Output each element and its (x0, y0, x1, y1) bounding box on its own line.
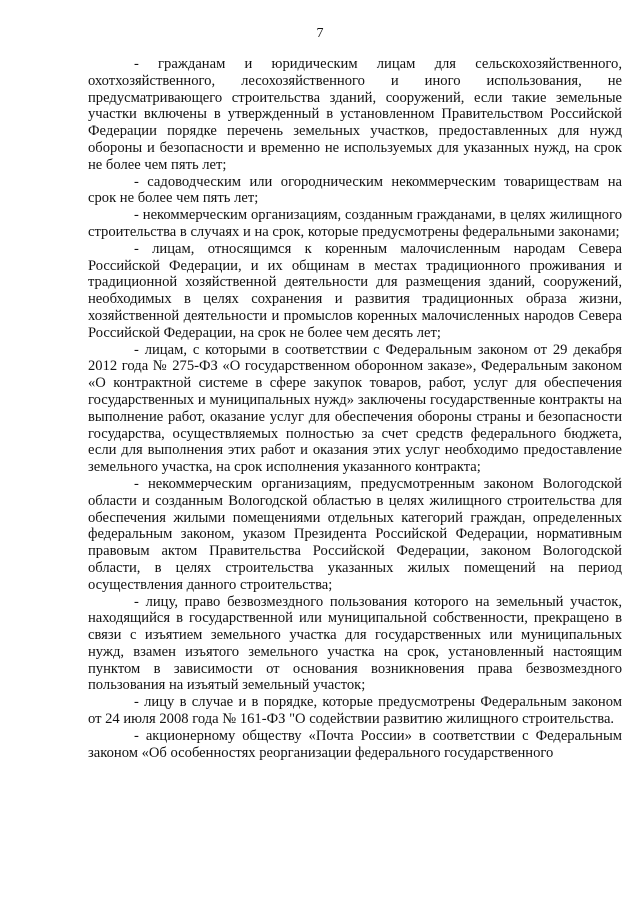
paragraph-housing-development-law: - лицу в случае и в порядке, которые предусмотрены Федеральным законом от 24 июля 2008 года № 161-ФЗ "О содействии развитию жилищного строительства. (88, 694, 622, 728)
paragraph-indigenous-peoples: - лицам, относящимся к коренным малочисленным народам Севера Российской Федерации, и их общинам в местах традиционного проживания и традиционной хозяйственной деятельности для размещения зданий, сооружений, необходимых в целях сохранения и развития традиционных образа жизни, хозяйственной деятельности и промыслов коренных малочисленных народов Севера Российской Федерации, на срок не более чем десять лет; (88, 240, 622, 341)
document-body (88, 56, 622, 761)
paragraph-defense-contracts: - лицам, с которыми в соответствии с Федеральным законом от 29 декабря 2012 года № 275-ФЗ «О государственном оборонном заказе», Федеральным законом «О контрактной системе в сфере закупок товаров, работ, услуг для обеспечения государственных и муниципальных нужд» заключены государственные контракты на выполнение работ, оказание услуг для обеспечения обороны страны и безопасности государства, осуществляемых полностью за счет средств федерального бюджета, если для выполнения этих работ и оказания этих услуг необходимо предоставление земельного участка, на срок исполнения указанного контракта; (88, 341, 622, 476)
paragraph-gardening-partnerships: - садоводческим или огородническим некоммерческим товариществам на срок не более чем пять лет; (88, 173, 622, 207)
paragraph-housing-nonprofits: - некоммерческим организациям, созданным гражданами, в целях жилищного строительства в случаях и на срок, которые предусмотрены федеральными законами; (88, 207, 622, 240)
page-number: 7 (316, 26, 324, 41)
paragraph-seized-land-compensation: - лицу, право безвозмездного пользования которого на земельный участок, находящийся в государственной или муниципальной собственности, прекращено в связи с изъятием земельного участка для государственных или муниципальных нужд, взамен изъятого земельного участка на срок, установленный настоящим пунктом в зависимости от основания возникновения права безвозмездного пользования на изъятый земельный участок; (88, 593, 622, 694)
paragraph-citizens-legal-entities: - гражданам и юридическим лицам для сельскохозяйственного, охотхозяйственного, лесохозяйственного и иного использования, не предусматривающего строительства зданий, сооружений, если такие земельные участки включены в утвержденный в установленном Правительством Российской Федерации порядке перечень земельных участков, предоставленных для нужд обороны и безопасности и временно не используемых для указанных нужд, на срок не более чем пять лет; (88, 56, 622, 173)
paragraph-vologda-nonprofits: - некоммерческим организациям, предусмотренным законом Вологодской области и созданным Вологодской областью в целях жилищного строительства для обеспечения жилыми помещениями отдельных категорий граждан, определенных федеральным законом, указом Президента Российской Федерации, нормативным правовым актом Правительства Российской Федерации, законом Вологодской области, в целях строительства указанных жилых помещений на период осуществления данного строительства; (88, 475, 622, 593)
paragraph-russian-post: - акционерному обществу «Почта России» в соответствии с Федеральным законом «Об особенностях реорганизации федерального государственного (88, 727, 622, 761)
